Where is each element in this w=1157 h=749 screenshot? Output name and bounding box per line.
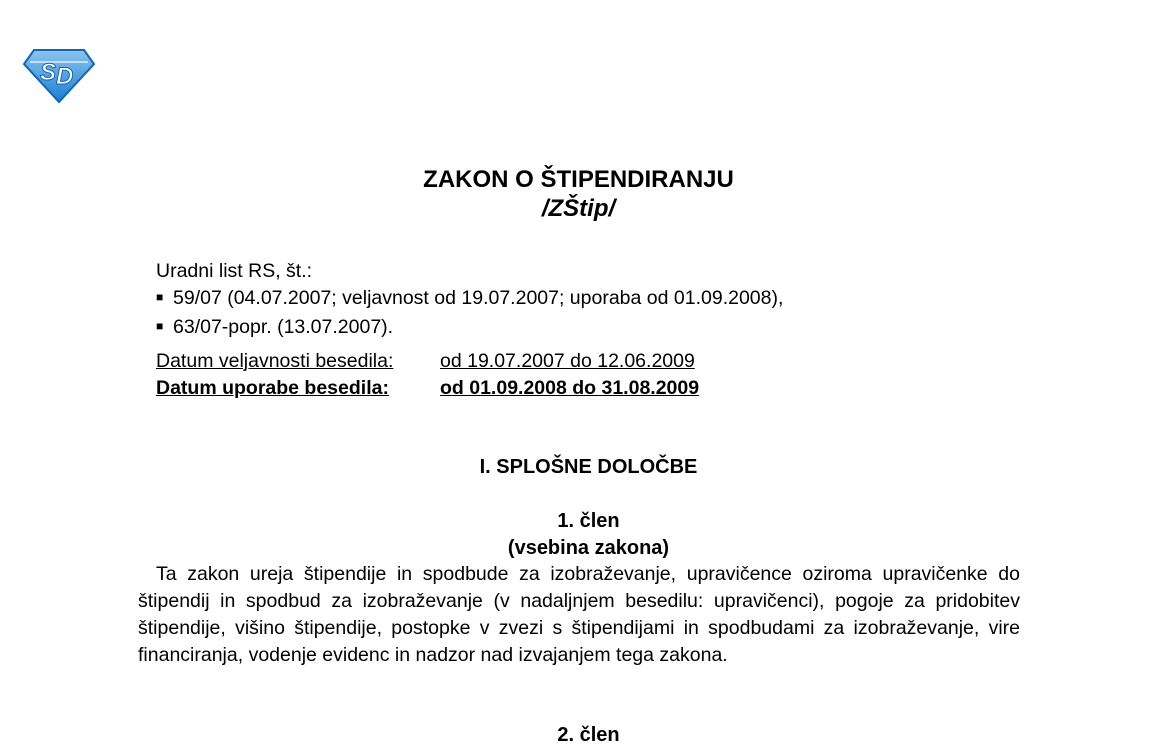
gazette-heading: Uradni list RS, št.:	[156, 260, 313, 282]
svg-text:S: S	[40, 59, 57, 86]
sd-shield-logo-icon	[22, 46, 96, 104]
application-date-row	[156, 375, 699, 402]
validity-date-value: od 19.07.2007 do 12.06.2009	[440, 350, 695, 372]
svg-text:D: D	[56, 63, 74, 90]
gazette-item-text: 59/07 (04.07.2007; veljavnost od 19.07.2007; uporaba od 01.09.2008),	[173, 287, 784, 309]
law-title: ZAKON O ŠTIPENDIRANJU	[423, 166, 734, 193]
chapter-heading: I. SPLOŠNE DOLOČBE	[479, 456, 698, 478]
article-1-text: Ta zakon ureja štipendije in spodbude za izobraževanje, upravičence oziroma upravičenke do štipendij in spodbud za izobraževanje (v nadaljnjem besedilu: upravičenci), pogoje za pridobitev štipendije, višino štipendije, postopke v zvezi s štipendijami in spodbudami za izobraževanje, vire financiranja, vodenje evidenc in nadzor nad izvajanjem tega zakona.	[138, 563, 1020, 666]
law-abbreviation: /ZŠtip/	[541, 195, 616, 222]
gazette-item	[156, 314, 783, 343]
validity-date-label: Datum veljavnosti besedila:	[156, 350, 394, 372]
gazette-item-text: 63/07-popr. (13.07.2007).	[173, 316, 394, 338]
official-gazette-block	[156, 258, 783, 343]
application-date-value: od 01.09.2008 do 31.08.2009	[440, 377, 700, 399]
validity-date-row	[156, 348, 699, 375]
bullet-square-icon: ■	[156, 290, 164, 304]
article-number: 1. člen	[557, 510, 620, 532]
article-1-heading	[0, 508, 1157, 562]
text-dates-block	[156, 348, 699, 402]
article-2-heading	[0, 722, 1157, 749]
article-number: 2. člen	[557, 724, 620, 746]
application-date-label: Datum uporabe besedila:	[156, 377, 389, 399]
article-title: (vsebina zakona)	[507, 537, 670, 559]
document-title	[0, 165, 1157, 223]
gazette-item	[156, 285, 783, 314]
bullet-square-icon: ■	[156, 319, 164, 333]
